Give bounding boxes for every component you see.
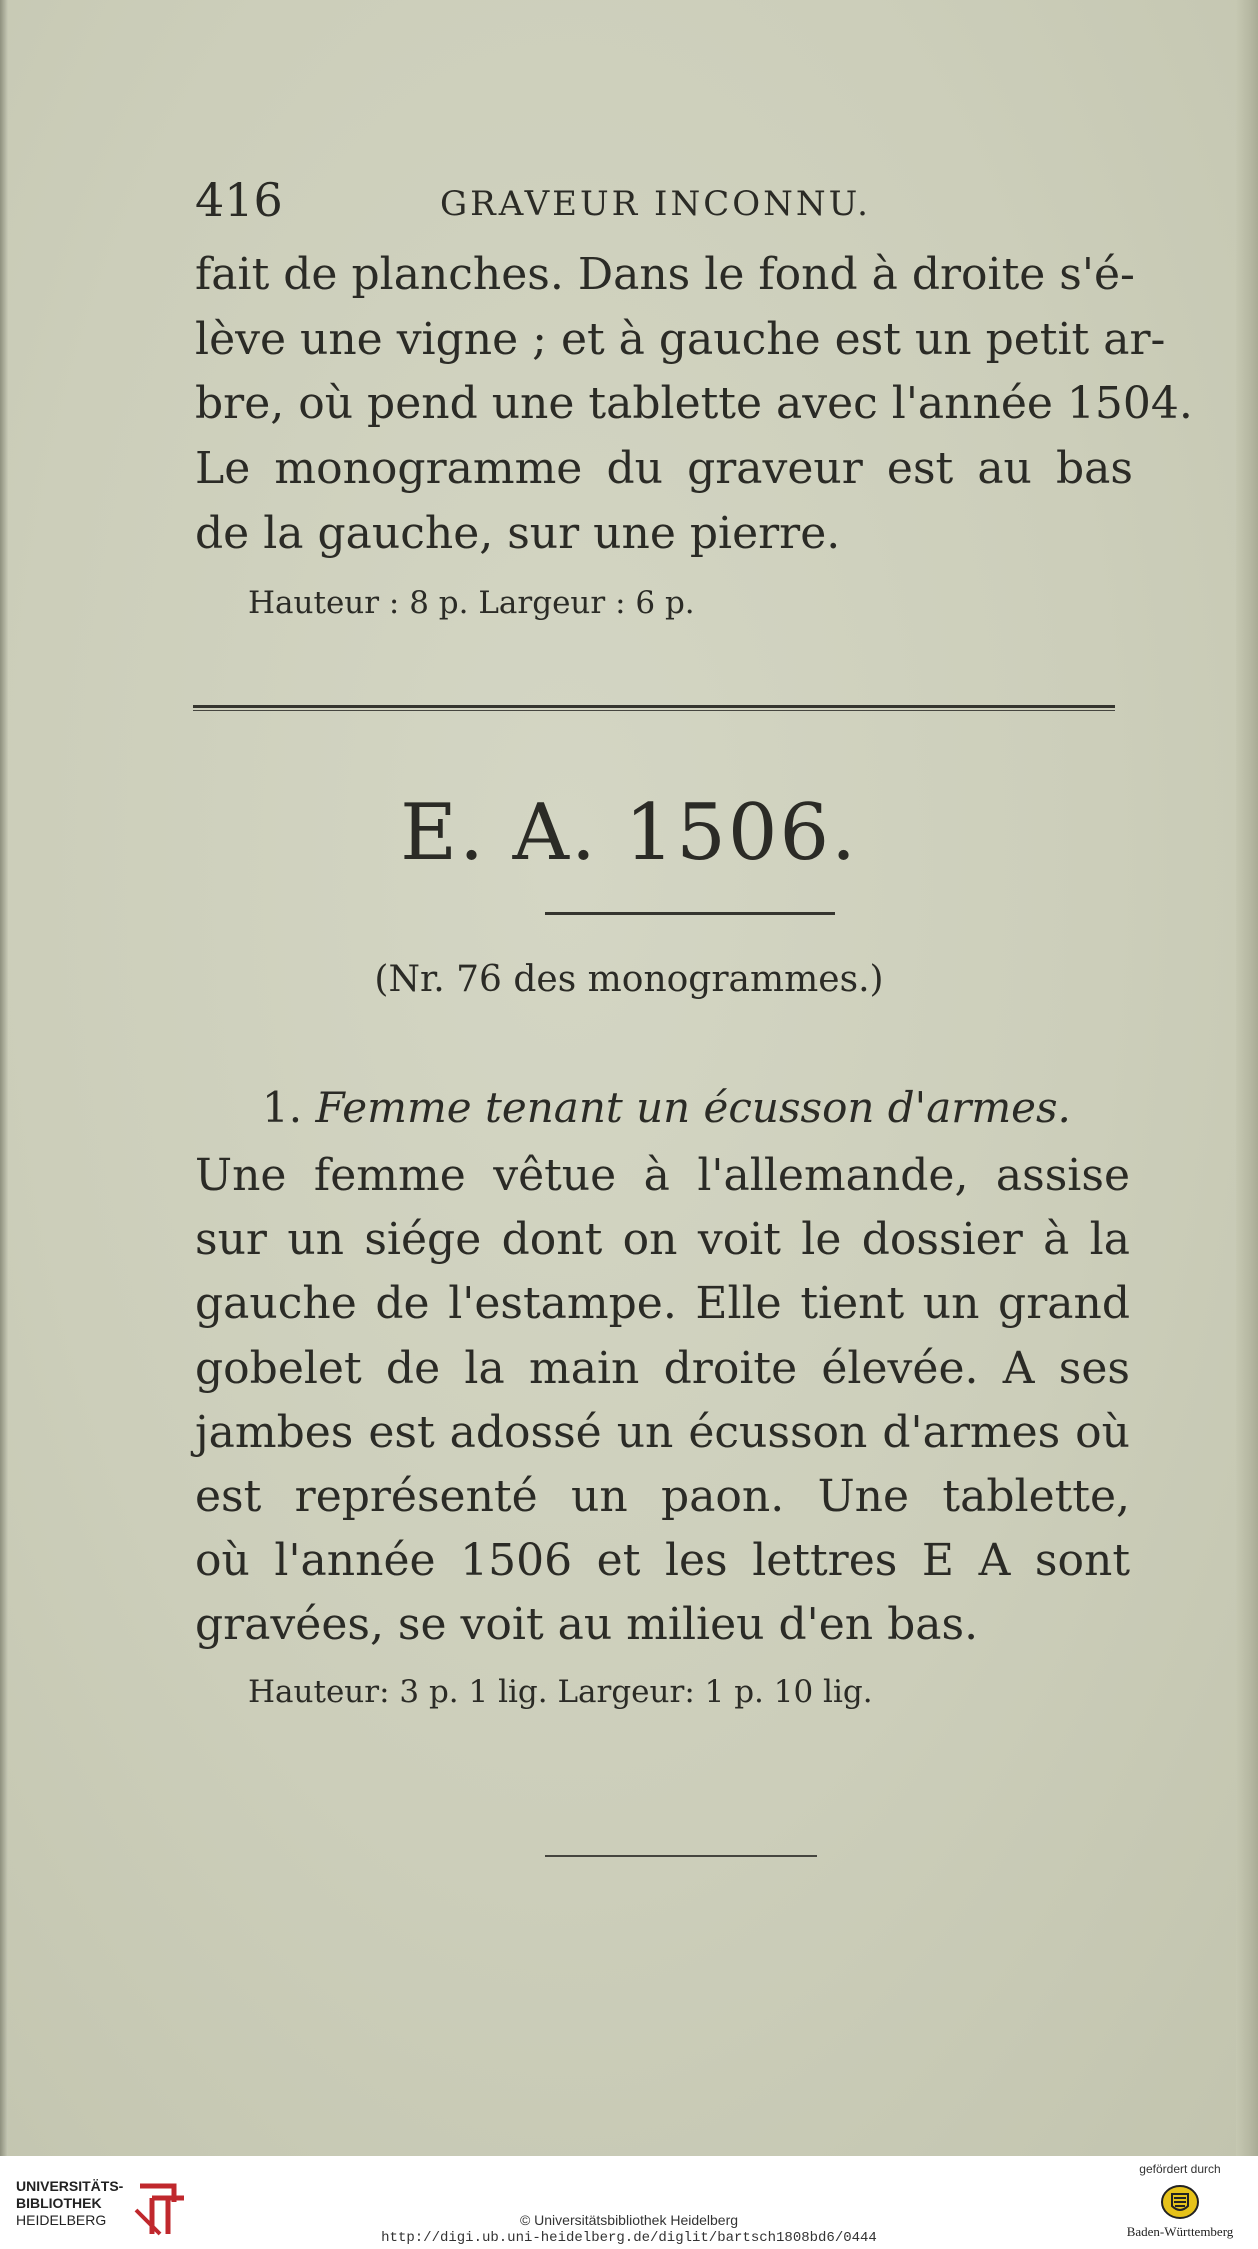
text-line: fait de planches. Dans le fond à droite s'é- [195, 249, 1135, 300]
viewer-footer [0, 2156, 1258, 2249]
section-divider [193, 705, 1115, 711]
section-subtitle: (Nr. 76 des monogrammes.) [374, 959, 884, 1000]
state-emblem-icon [1160, 2182, 1200, 2222]
title-underline [545, 912, 835, 915]
entry-heading [262, 1080, 1071, 1136]
text-line: est représenté un paon. Une tablette, [195, 1471, 1130, 1522]
library-name-line: HEIDELBERG [16, 2212, 107, 2228]
section-title: E. A. 1506. [400, 788, 858, 878]
end-rule [545, 1855, 817, 1857]
text-line: gauche de l'estampe. Elle tient un grand [195, 1278, 1130, 1329]
page-edge-left [0, 0, 8, 2156]
text-line: gobelet de la main droite élevée. A ses [195, 1343, 1130, 1394]
text-line: Une femme vêtue à l'allemande, assise [195, 1150, 1130, 1201]
permalink-url[interactable]: http://digi.ub.uni-heidelberg.de/diglit/bartsch1808bd6/0444 [381, 2230, 877, 2246]
university-library-logo[interactable] [16, 2178, 196, 2238]
dimensions-line: Hauteur : 8 p. Largeur : 6 p. [248, 585, 695, 621]
library-name-line: BIBLIOTHEK [16, 2195, 102, 2211]
text-line: lève une vigne ; et à gauche est un petit ar- [195, 314, 1166, 365]
dimensions-line: Hauteur: 3 p. 1 lig. Largeur: 1 p. 10 lig. [248, 1674, 873, 1710]
text-line: gravées, se voit au milieu d'en bas. [195, 1599, 979, 1650]
text-line: sur un siége dont on voit le dossier à la [195, 1214, 1130, 1265]
library-name-line: UNIVERSITÄTS- [16, 2178, 124, 2194]
entry-title: Femme tenant un écusson d'armes. [315, 1083, 1071, 1132]
show-through-shadow [700, 640, 1080, 760]
sponsor-name: Baden-Württemberg [1126, 2224, 1234, 2239]
text-line: jambes est adossé un écusson d'armes où [195, 1407, 1130, 1458]
copyright-notice: © Universitätsbibliothek Heidelberg [519, 2212, 739, 2228]
sponsor-label: gefördert durch [1139, 2162, 1221, 2176]
page-number: 416 [195, 173, 283, 227]
page-edge-right [1236, 0, 1258, 2156]
text-line: de la gauche, sur une pierre. [195, 508, 841, 559]
sponsor-block[interactable] [1116, 2162, 1244, 2248]
running-title: GRAVEUR INCONNU. [440, 184, 871, 224]
text-line: Le monogramme du graveur est au bas [195, 443, 1133, 494]
entry-number: 1. [262, 1083, 303, 1132]
page-header [195, 172, 935, 232]
text-line: où l'année 1506 et les lettres E A sont [195, 1535, 1130, 1586]
text-line: bre, où pend une tablette avec l'année 1504. [195, 378, 1193, 429]
